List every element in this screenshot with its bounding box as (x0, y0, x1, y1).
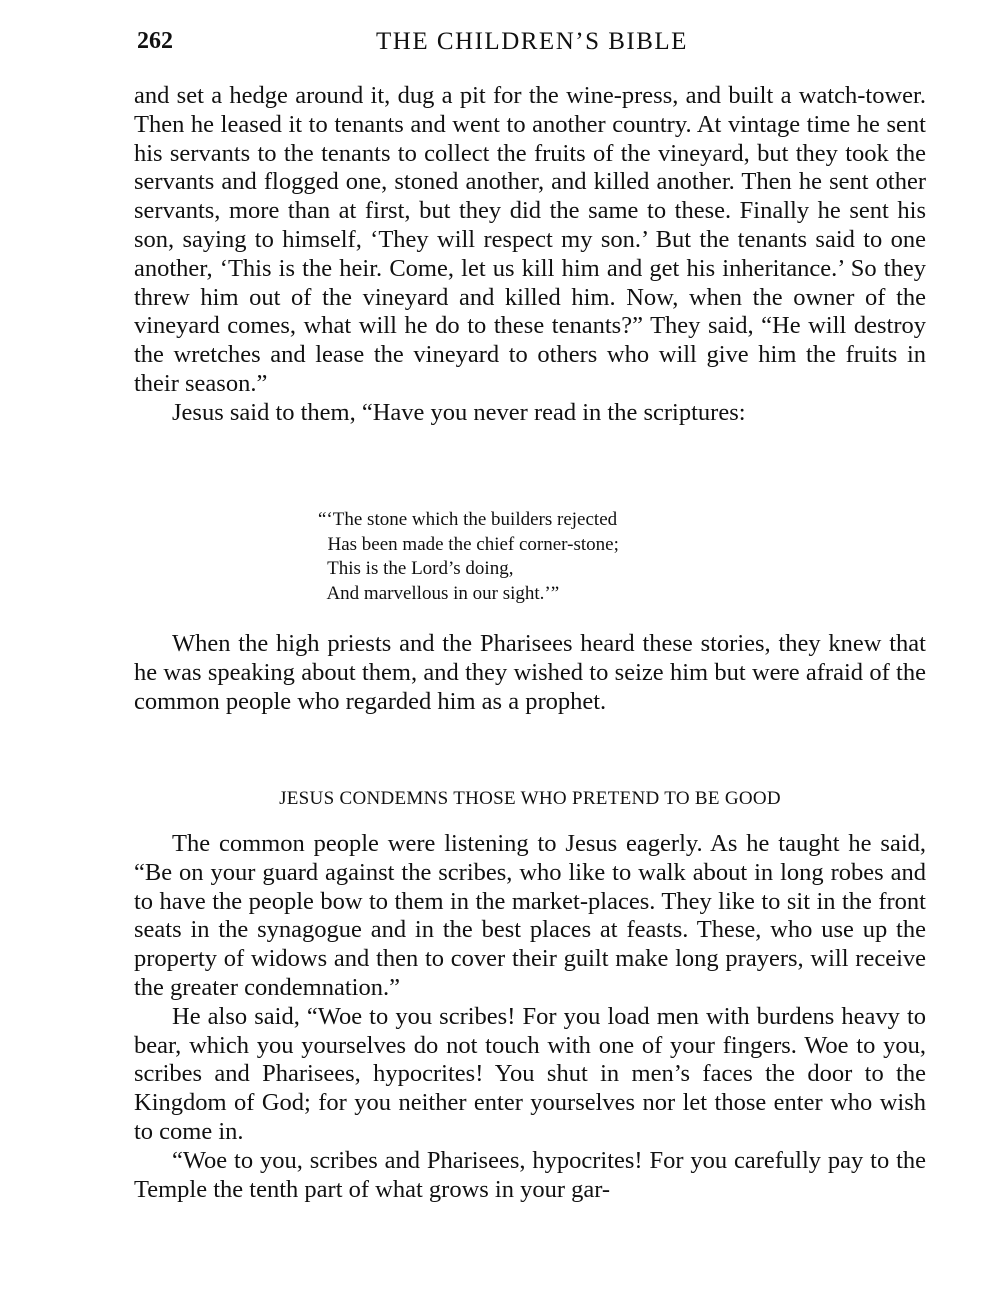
running-title: THE CHILDREN’S BIBLE (376, 28, 688, 55)
paragraph-block-scribes (134, 830, 926, 1204)
paragraph-continued: and set a hedge around it, dug a pit for the wine-press, and built a watch-tower. Then he leased it to tenants and went to another country. At vintage time he sent his servants to the tenants to collect the fruits of the vineyard, but they took the servants and flogged one, stoned another, and killed another. Then he sent other servants, more than at first, but they did the same to these. Finally he sent his son, saying to himself, ‘They will respect my son.’ But the tenants said to one another, ‘This is the heir. Come, let us kill him and get his inheritance.’ So they threw him out of the vineyard and killed him. Now, when the owner of the vineyard comes, what will he do to these tenants?” They said, “He will destroy the wretches and lease the vineyard to others who will give him the fruits in their season.” (134, 82, 926, 397)
page-header (137, 28, 927, 62)
paragraph-block-priests (134, 630, 926, 716)
quote-line: Has been made the chief corner-stone; (318, 533, 619, 555)
paragraph-block-parable (134, 82, 926, 428)
paragraph-woe-2: “Woe to you, scribes and Pharisees, hypocrites! For you carefully pay to the Temple the tenth part of what grows in your gar- (134, 1146, 926, 1203)
quote-line: This is the Lord’s doing, (318, 558, 514, 579)
quote-line: “‘The stone which the builders rejected (318, 509, 618, 530)
quote-line: And marvellous in our sight.’” (318, 582, 560, 604)
paragraph-woe-1: He also said, “Woe to you scribes! For you load men with burdens heavy to bear, which you yourselves do not touch with one of your fingers. Woe to you, scribes and Pharisees, hypocrites! You shut in men’s faces the door to the Kingdom of God; for you neither enter yourselves nor let those enter who wish to come in. (134, 1002, 926, 1145)
paragraph-priests: When the high priests and the Pharisees heard these stories, they knew that he was speaking about them, and they wished to seize him but were afraid of the common people who regarded him as a prophet. (134, 630, 926, 715)
scripture-quote (318, 508, 619, 606)
page-number: 262 (137, 28, 173, 54)
paragraph-scripture-intro: Jesus said to them, “Have you never read in the scriptures: (172, 398, 746, 426)
section-heading: JESUS CONDEMNS THOSE WHO PRETEND TO BE GOOD (279, 788, 781, 809)
paragraph-scribes: The common people were listening to Jesus eagerly. As he taught he said, “Be on your guard against the scribes, who like to walk about in long robes and to have the people bow to them in the market-places. They like to sit in the front seats in the synagogue and in the best places at feasts. These, who use up the property of widows and then to cover their guilt make long prayers, will receive the greater condemnation.” (134, 830, 926, 1001)
